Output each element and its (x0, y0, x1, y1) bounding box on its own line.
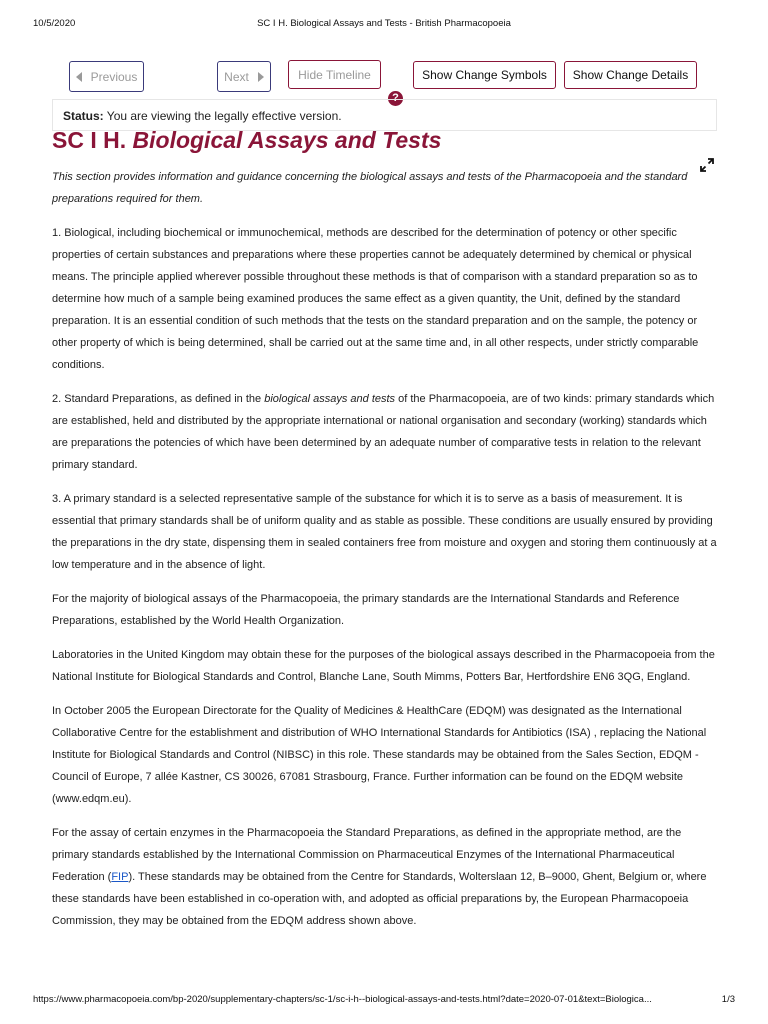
status-label: Status: (63, 109, 104, 123)
print-url: https://www.pharmacopoeia.com/bp-2020/supplementary-chapters/sc-1/sc-i-h--biological-assays-and-tests.html?date=2020-07-01&text=Biologica... (33, 994, 652, 1005)
page-title-text: Biological Assays and Tests (132, 127, 442, 153)
main-content (52, 166, 720, 944)
status-text: You are viewing the legally effective version. (106, 109, 342, 123)
show-change-details-label: Show Change Details (572, 68, 689, 82)
next-label: Next (224, 69, 249, 84)
chevron-left-icon (76, 72, 82, 82)
paragraph-4: For the majority of biological assays of the Pharmacopoeia, the primary standards are the International Standards and Reference Preparations, established by the World Health Organization. (52, 593, 680, 627)
previous-button[interactable] (69, 61, 144, 92)
hide-timeline-label: Hide Timeline (298, 67, 371, 82)
show-change-symbols-label: Show Change Symbols (422, 68, 547, 82)
paragraph-7-text-a: For the assay of certain enzymes in the Pharmacopoeia the Standard Preparations, as defined in the appropriate method, are the primary standards established by the International Commission on Pharmaceutical Enzymes of the International Pharmaceutical Federation ( (52, 827, 682, 883)
paragraph-5: Laboratories in the United Kingdom may obtain these for the purposes of the biological assays described in the Pharmacopoeia from the National Institute for Biological Standards and Control, Blanche Lane, South Mimms, Potters Bar, Hertfordshire EN6 3QG, England. (52, 649, 715, 683)
page-title (52, 127, 441, 154)
show-change-details-button[interactable] (564, 61, 697, 89)
paragraph-2-text-b: of the Pharmacopoeia, are of two kinds: primary standards which are established, held and distributed by the appropriate international or national organisation and secondary (working) standards which are preparations the potencies of which have been determined by an adequate number of comparative tests in relation to the relevant primary standard. (52, 393, 715, 471)
paragraph-2 (52, 388, 720, 476)
previous-label: Previous (90, 69, 138, 84)
intro-paragraph: This section provides information and guidance concerning the biological assays and tests of the Pharmacopoeia and the standard preparations required for them. (52, 171, 688, 205)
paragraph-2-emphasis: biological assays and tests (264, 393, 396, 405)
paragraph-3: 3. A primary standard is a selected representative sample of the substance for which it is to serve as a basis of measurement. It is essential that primary standards shall be of uniform quality and as stable as possible. These conditions are usually ensured by providing the preparations in the dry state, dispensing them in sealed containers free from moisture and oxygen and storing them continuously at a low temperature and in the absence of light. (52, 493, 717, 571)
chevron-right-icon (258, 72, 264, 82)
fip-link[interactable]: FIP (111, 871, 129, 883)
paragraph-6: In October 2005 the European Directorate for the Quality of Medicines & HealthCare (EDQM) was designated as the International Collaborative Centre for the establishment and distribution of WHO International Standards for Antibiotics (ISA) , replacing the National Institute for Biological Standards and Control (NIBSC) in this role. These standards may be obtained from the Sales Section, EDQM - Council of Europe, 7 allée Kastner, CS 30026, 67081 Strasbourg, France. Further information can be found on the EDQM website (www.edqm.eu). (52, 705, 707, 805)
paragraph-2-text-a: 2. Standard Preparations, as defined in the (52, 393, 265, 405)
paragraph-7 (52, 822, 720, 932)
next-button[interactable] (217, 61, 271, 92)
paragraph-1: 1. Biological, including biochemical or immunochemical, methods are described for the determination of potency or other specific properties of certain substances and preparations where these properties cannot be adequately determined by chemical or physical means. The principle applied wherever possible throughout these methods is that of comparison with a standard preparation so as to determine how much of a sample being examined produces the same effect as a given quantity, the Unit, defined by the standard preparation. It is an essential condition of such methods that the tests on the standard preparation and on the sample, the potency or other property of which is being determined, shall be carried out at the same time and, in all other respects, under strictly comparable conditions. (52, 227, 699, 371)
print-date: 10/5/2020 (33, 18, 76, 29)
hide-timeline-button[interactable] (288, 60, 381, 89)
help-icon[interactable]: ? (388, 91, 403, 106)
show-change-symbols-button[interactable] (413, 61, 556, 89)
print-page-number: 1/3 (721, 994, 735, 1005)
print-page-title: SC I H. Biological Assays and Tests - British Pharmacopoeia (257, 18, 511, 29)
paragraph-7-text-b: ). These standards may be obtained from the Centre for Standards, Wolterslaan 12, B–9000, Ghent, Belgium or, where these standards have been established in co-operation with, and adopted as official preparations by, the European Pharmacopoeia Commission, they may be obtained from the EDQM address shown above. (52, 871, 707, 927)
page-title-prefix: SC I H. (52, 127, 127, 153)
